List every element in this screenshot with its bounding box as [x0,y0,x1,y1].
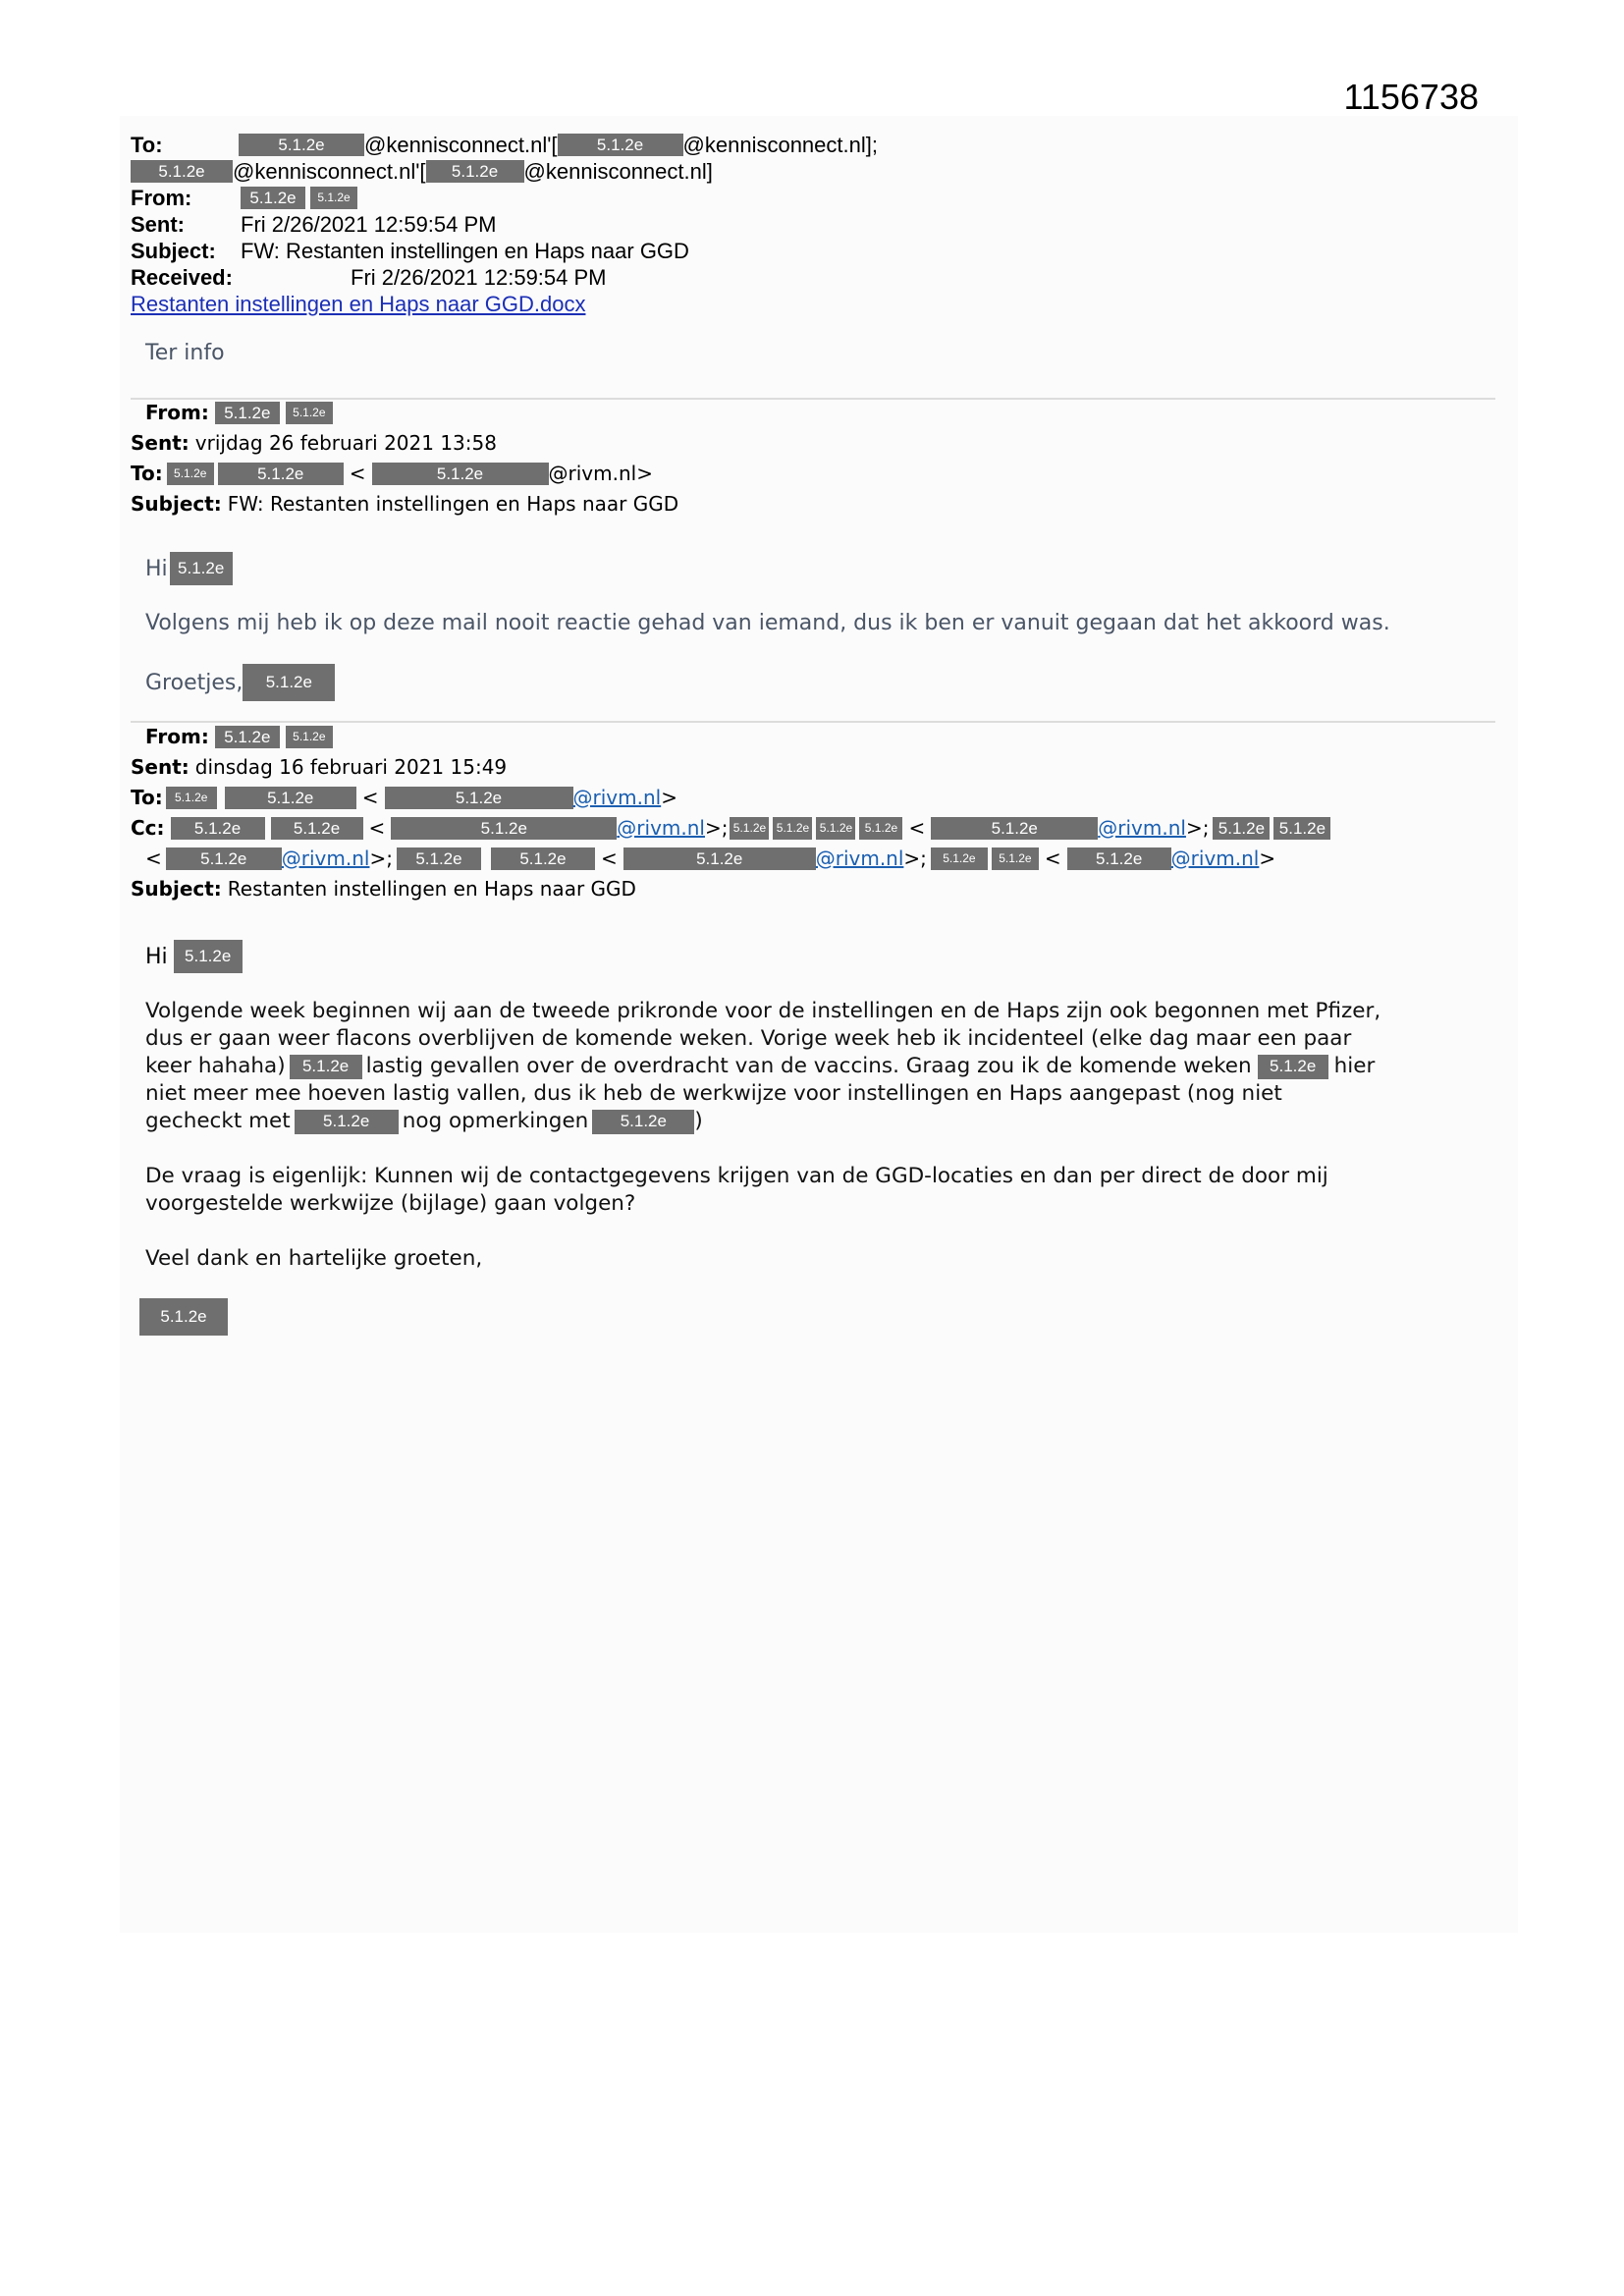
subject-label: Subject: [131,239,216,263]
to-domain: @kennisconnect.nl'[ [364,133,558,157]
body-line: De vraag is eigenlijk: Kunnen wij de contactgegevens krijgen van de GGD-locaties en dan per direct de door mij [145,1164,1328,1188]
redaction-box: 5.1.2e [1258,1055,1328,1079]
redaction-box: 5.1.2e [730,817,769,840]
email-header [131,132,878,317]
from-label: From: [145,401,209,424]
to-label: To: [131,133,163,157]
redaction-box: 5.1.2e [931,847,988,870]
from-label: From: [131,186,192,210]
forwarded-header-2 [131,722,1330,904]
from-row [131,722,1330,752]
redaction-box: 5.1.2e [391,817,617,840]
redaction-box: 5.1.2e [215,726,280,748]
body-line: voorgestelde werkwijze (bijlage) gaan volgen? [145,1191,636,1216]
closing-line: Veel dank en hartelijke groeten, [145,1246,483,1271]
email-link[interactable]: @rivm.nl [1098,816,1186,840]
attachment-link[interactable]: Restanten instellingen en Haps naar GGD.docx [131,292,586,316]
email-link[interactable]: @rivm.nl [1170,847,1260,870]
subject-value: FW: Restanten instellingen en Haps naar GGD [241,239,689,263]
sent-label: Sent: [131,755,189,779]
attachment-row [131,291,878,317]
to-row [131,132,878,158]
body-line: dus er gaan weer flacons overblijven de komende weken. Vorige week heb ik incidenteel (elke dag maar een paar [145,1026,1352,1051]
body-text: gecheckt met [145,1109,291,1133]
redaction-box: 5.1.2e [271,817,363,840]
sent-value: dinsdag 16 februari 2021 15:49 [194,755,508,779]
redaction-box: 5.1.2e [243,664,335,701]
sent-label: Sent: [131,212,185,237]
signature-redaction: 5.1.2e [139,1298,228,1336]
email-link[interactable]: @rivm.nl [281,847,370,870]
redaction-box: 5.1.2e [286,402,333,424]
to-label: To: [131,786,163,809]
redaction-box: 5.1.2e [225,787,356,809]
subject-row [131,874,1330,904]
to-domain: @kennisconnect.nl'[ [233,159,426,184]
redaction-box: 5.1.2e [426,160,524,183]
ter-info-text: Ter info [145,341,225,365]
redaction-box: 5.1.2e [773,817,812,840]
redaction-box: 5.1.2e [558,134,683,156]
to-label: To: [131,462,163,485]
body-text: hier [1333,1054,1376,1078]
redaction-box: 5.1.2e [385,787,573,809]
redaction-box: 5.1.2e [295,1110,399,1134]
body-text: nog opmerkingen [402,1109,589,1133]
received-row [131,264,878,291]
redaction-box: 5.1.2e [171,817,265,840]
from-row [131,185,878,211]
redaction-box: 5.1.2e [170,552,233,585]
redaction-box: 5.1.2e [218,463,344,485]
redaction-box: 5.1.2e [931,817,1098,840]
hi-text: Hi [145,944,168,969]
message-body: Volgens mij heb ik op deze mail nooit reactie gehad van iemand, dus ik ben er vanuit gegaan dat het akkoord was. [145,611,1390,635]
cc-row: Cc: 5.1.2e 5.1.2e < 5.1.2e @rivm.nl >; 5.1.2e 5.1.2e 5.1.2e 5.1.2e < 5.1.2e @rivm.nl >; 5.1.2e 5.1.2e [131,813,1330,844]
sent-label: Sent: [131,431,189,455]
body-line [145,1108,1500,1135]
email-link[interactable]: @rivm.nl [617,816,705,840]
message-body [145,998,1500,1273]
sent-row [131,752,1330,783]
redaction-box: 5.1.2e [816,817,855,840]
redaction-box: 5.1.2e [215,402,280,424]
email-link[interactable]: @rivm.nl [572,786,662,809]
subject-label: Subject: [131,492,222,516]
redaction-box: 5.1.2e [174,940,243,973]
redaction-box: 5.1.2e [491,847,595,870]
redaction-box: 5.1.2e [1067,847,1171,870]
redaction-box: 5.1.2e [992,847,1039,870]
from-row [131,398,678,428]
redaction-box: 5.1.2e [286,726,333,748]
to-domain: @rivm.nl> [548,462,653,485]
subject-value: Restanten instellingen en Haps naar GGD [227,877,636,901]
to-row-continued [131,158,878,185]
body-line [145,1053,1500,1080]
redaction-box: 5.1.2e [131,160,233,183]
redaction-box: 5.1.2e [166,787,217,809]
body-line: niet meer mee hoeven lastig vallen, dus ik heb de werkwijze voor instellingen en Haps aangepast (nog niet [145,1081,1282,1106]
redaction-box: 5.1.2e [166,847,282,870]
received-label: Received: [131,265,233,290]
subject-value: FW: Restanten instellingen en Haps naar GGD [227,492,679,516]
forwarded-header-1 [131,398,678,519]
sign-off-line [145,664,335,701]
document-number: 1156738 [1343,77,1479,117]
redaction-box: 5.1.2e [859,817,902,840]
redaction-box: 5.1.2e [372,463,549,485]
redaction-box: 5.1.2e [1273,817,1330,840]
redaction-box: 5.1.2e [397,847,481,870]
groetjes-text: Groetjes, [145,670,244,695]
from-label: From: [145,725,209,748]
cc-row-continued: < 5.1.2e @rivm.nl >; 5.1.2e 5.1.2e < 5.1.2e @rivm.nl >; 5.1.2e 5.1.2e < 5.1.2e @rivm.nl > [131,844,1330,874]
sent-value: Fri 2/26/2021 12:59:54 PM [241,212,497,237]
hi-text: Hi [145,556,168,581]
sent-row [131,428,678,459]
greeting-line [145,940,243,973]
redaction-box: 5.1.2e [310,187,357,209]
redaction-box: 5.1.2e [592,1110,694,1134]
sent-row [131,211,878,238]
to-row: To: 5.1.2e 5.1.2e < 5.1.2e @rivm.nl > [131,783,1330,813]
body-line: Volgende week beginnen wij aan de tweede prikronde voor de instellingen en de Haps zijn ook begonnen met Pfizer, [145,999,1381,1023]
to-row: To: 5.1.2e 5.1.2e < 5.1.2e @rivm.nl> [131,459,678,489]
received-value: Fri 2/26/2021 12:59:54 PM [351,265,607,290]
subject-label: Subject: [131,877,222,901]
redaction-box: 5.1.2e [1213,817,1270,840]
redaction-box: 5.1.2e [290,1055,362,1079]
to-domain: @kennisconnect.nl] [523,159,713,184]
greeting-line [145,552,233,585]
subject-row [131,489,678,519]
cc-label: Cc: [131,816,165,840]
redaction-box: 5.1.2e [623,847,816,870]
body-text: ) [694,1109,703,1133]
redaction-box: 5.1.2e [239,134,364,156]
to-domain: @kennisconnect.nl]; [682,133,878,157]
redaction-box: 5.1.2e [167,463,214,485]
body-text: keer hahaha) [145,1054,286,1078]
body-text: lastig gevallen over de overdracht van de vaccins. Graag zou ik de komende weken [365,1054,1252,1078]
redaction-box: 5.1.2e [241,187,305,209]
sent-value: vrijdag 26 februari 2021 13:58 [194,431,497,455]
email-link[interactable]: @rivm.nl [815,847,904,870]
subject-row [131,238,878,264]
